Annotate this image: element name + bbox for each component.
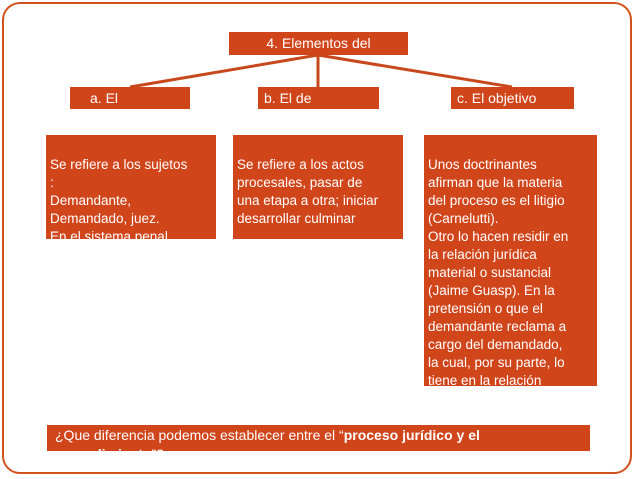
branch-c-header bbox=[451, 87, 574, 109]
branch-b-header bbox=[258, 87, 379, 109]
branch-b-label: b. El de bbox=[264, 90, 312, 106]
root-label: 4. Elementos del bbox=[266, 35, 371, 51]
connector-root-c bbox=[318, 55, 512, 87]
connector-root-a bbox=[130, 55, 318, 87]
question-suffix: ”? bbox=[151, 446, 164, 462]
question-prefix: ¿Que diferencia podemos establecer entre el “ bbox=[55, 427, 344, 443]
branch-a-label: a. El bbox=[90, 90, 119, 106]
branch-b-detail bbox=[233, 135, 403, 239]
branch-c-detail bbox=[424, 135, 597, 386]
branch-b-text: Se refiere a los actos procesales, pasar de una etapa a otra; iniciar desarrollar culminar bbox=[237, 157, 379, 226]
branch-c-text: Unos doctrinantes afirman que la materia del proceso es el litigio (Carnelutti). Otro lo hacen residir en la relación jurídica material o sustancial (Jaime Guasp). En la pretensión o que el demandante reclama a cargo del demandado, la cual, por su parte, lo tiene en la relación bbox=[428, 157, 569, 388]
question-emphasis: proceso jurídico y el procedimiento bbox=[55, 427, 480, 462]
branch-c-label: c. El objetivo bbox=[457, 90, 537, 106]
branch-a-detail bbox=[46, 135, 216, 262]
root-node bbox=[229, 32, 408, 55]
branch-a-header bbox=[70, 87, 190, 109]
branch-a-text: Se refiere a los sujetos : Demandante, Demandado, juez. En el sistema penal acusador y acusado bbox=[50, 157, 188, 262]
question-box bbox=[47, 425, 590, 462]
